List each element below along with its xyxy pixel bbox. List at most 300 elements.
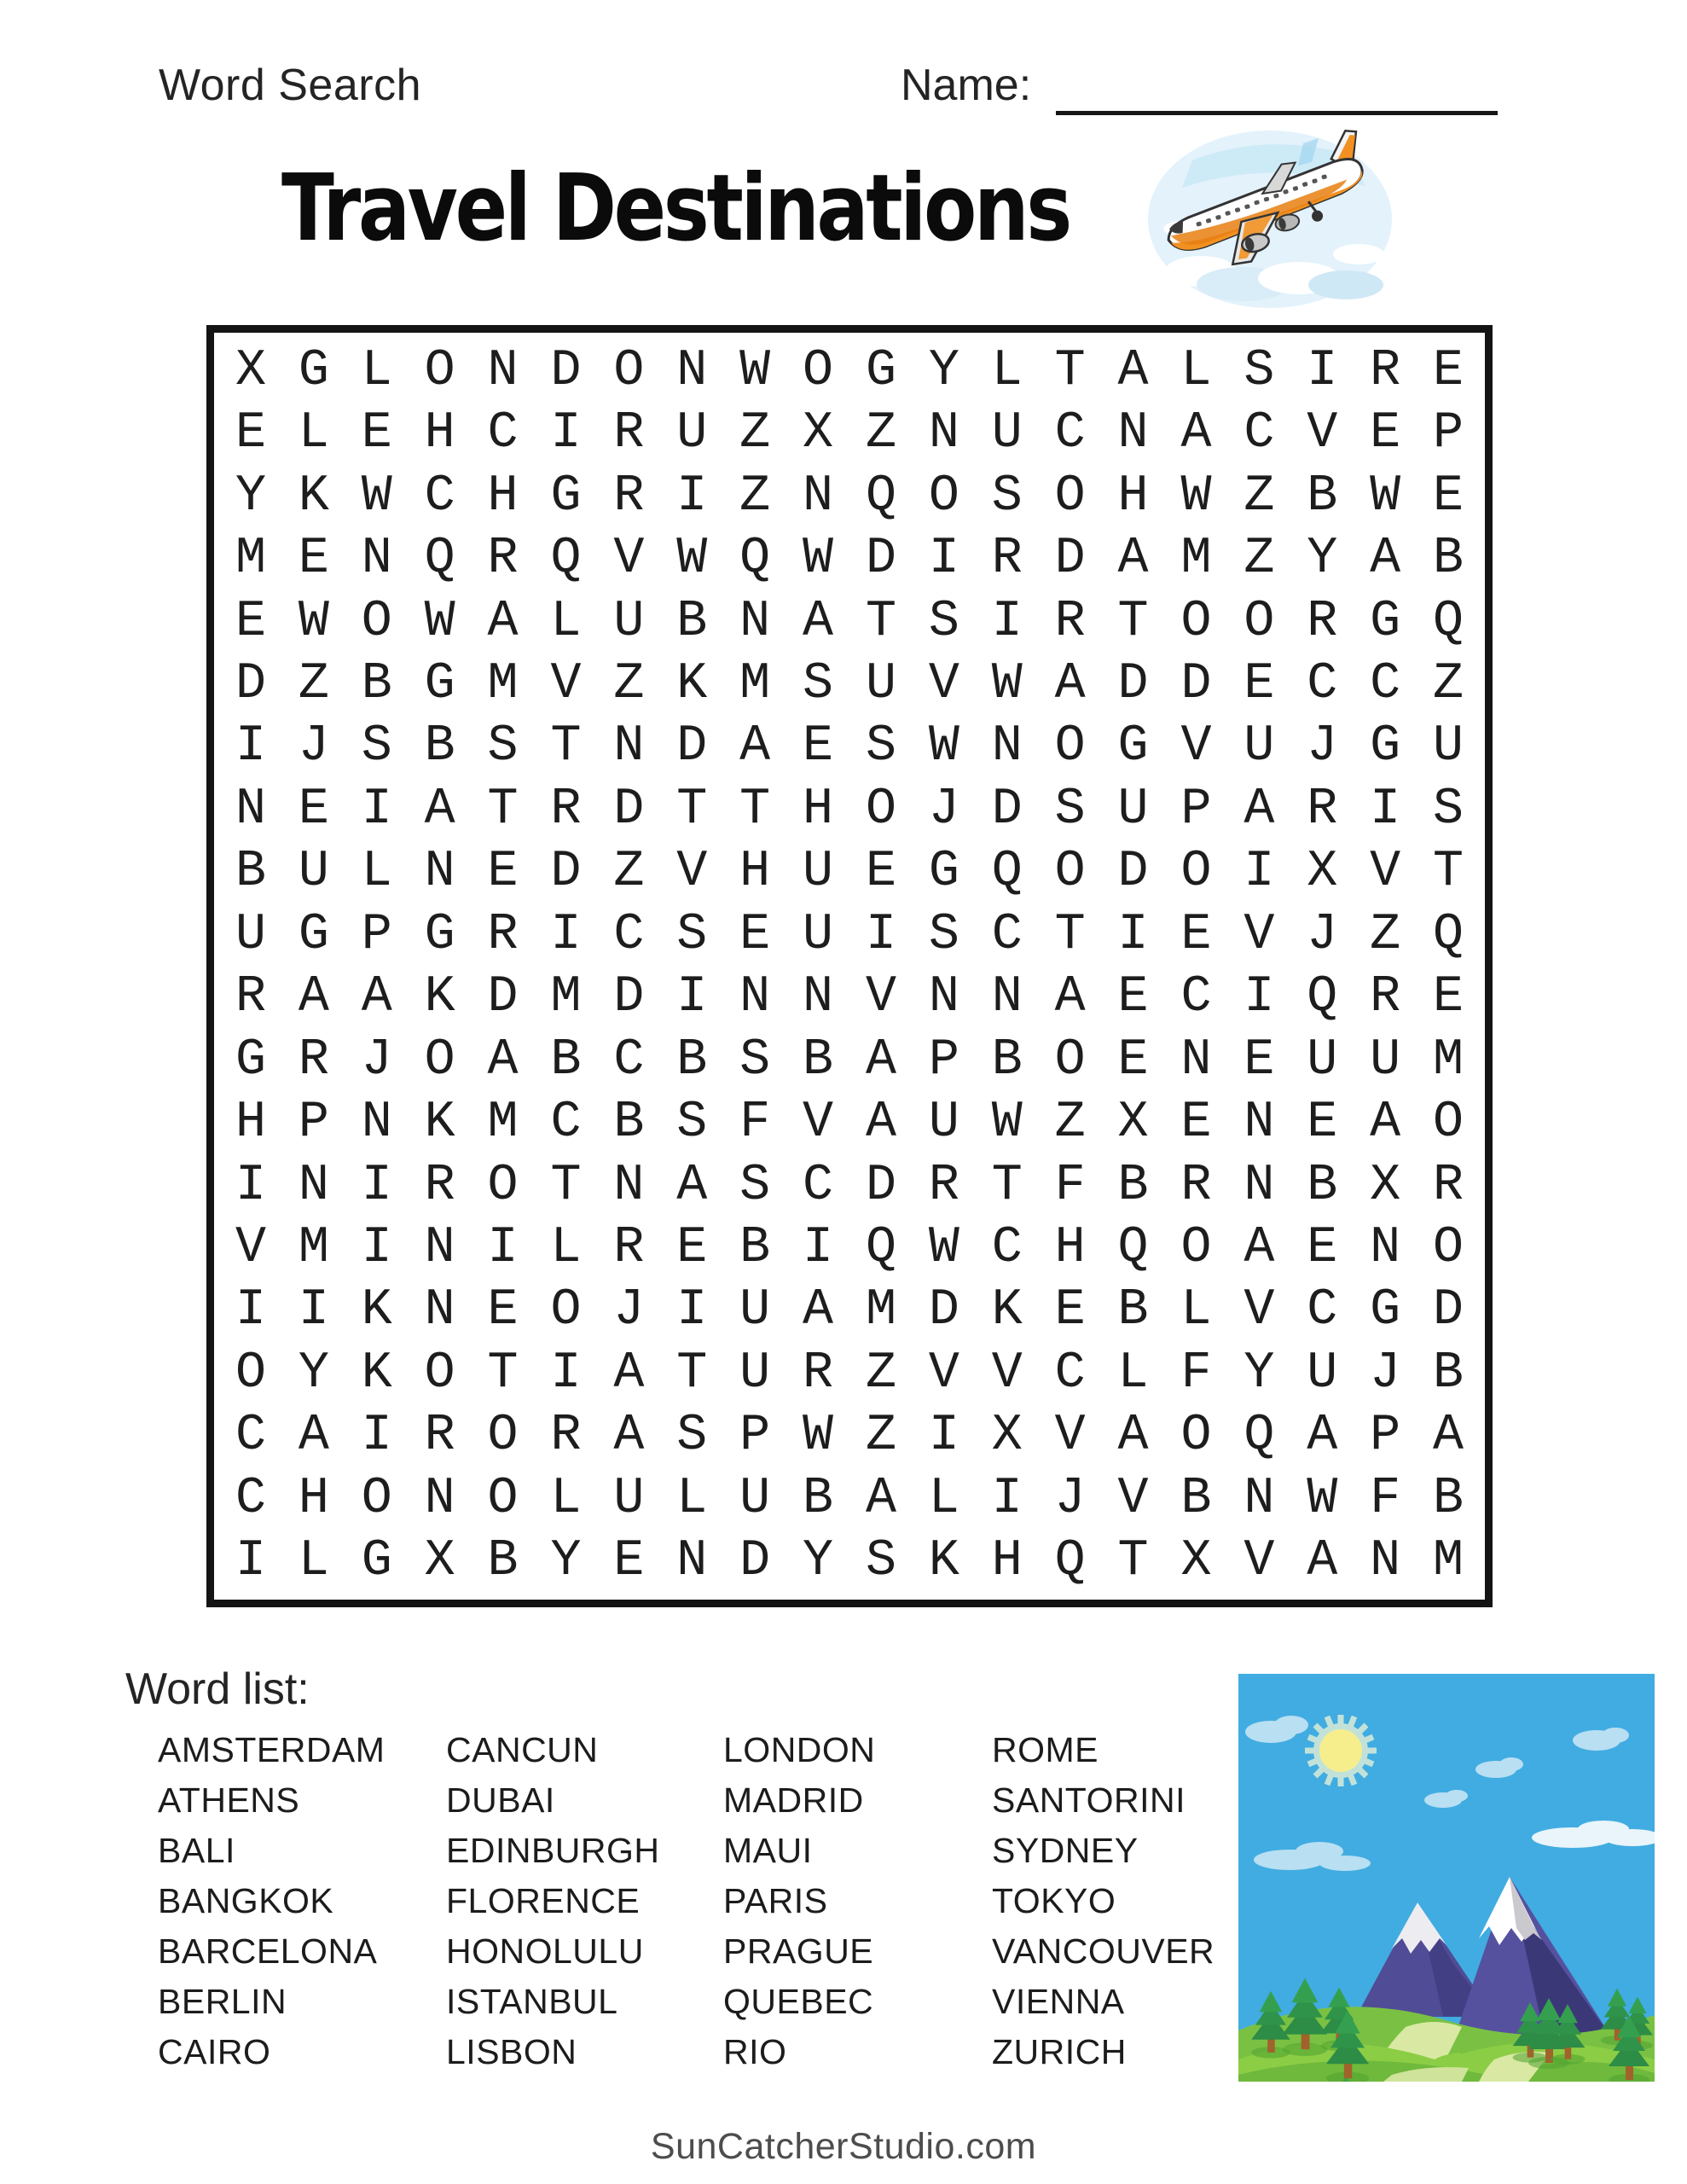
grid-cell-r5c6: L <box>550 592 582 651</box>
grid-cell-r17c9: U <box>739 1344 771 1403</box>
grid-cell-r15c8: E <box>676 1219 708 1278</box>
grid-cell-r2c18: V <box>1307 404 1338 463</box>
grid-cell-r12c5: A <box>487 1031 519 1089</box>
grid-cell-r9c10: U <box>803 843 834 902</box>
grid-cell-r5c13: I <box>991 592 1023 651</box>
grid-cell-r17c6: I <box>550 1344 582 1403</box>
grid-cell-r2c5: C <box>487 404 519 463</box>
word-list-item: BERLIN <box>158 1982 287 2021</box>
grid-cell-r9c20: T <box>1433 843 1464 902</box>
grid-cell-r10c8: S <box>676 905 708 964</box>
grid-cell-r4c12: I <box>928 530 959 589</box>
grid-cell-r15c4: N <box>424 1219 455 1278</box>
grid-cell-r12c14: O <box>1054 1031 1086 1089</box>
grid-cell-r16c12: D <box>928 1281 959 1340</box>
word-list-item: DUBAI <box>446 1780 555 1820</box>
grid-cell-r18c1: C <box>235 1407 266 1466</box>
grid-cell-r19c18: W <box>1307 1469 1338 1528</box>
grid-cell-r5c7: U <box>613 592 645 651</box>
grid-cell-r10c12: S <box>928 905 959 964</box>
grid-cell-r20c9: D <box>739 1532 771 1591</box>
grid-cell-r2c12: N <box>928 404 959 463</box>
grid-cell-r14c8: A <box>676 1156 708 1215</box>
grid-cell-r12c8: B <box>676 1031 708 1089</box>
grid-cell-r17c20: B <box>1433 1344 1464 1403</box>
word-list-item: ROME <box>992 1730 1099 1769</box>
grid-cell-r15c15: Q <box>1117 1219 1149 1278</box>
grid-cell-r1c8: N <box>676 341 708 400</box>
grid-cell-r13c5: M <box>487 1094 519 1153</box>
grid-cell-r20c15: T <box>1117 1532 1149 1591</box>
grid-cell-r11c3: A <box>361 968 392 1027</box>
grid-cell-r5c20: Q <box>1433 592 1464 651</box>
grid-cell-r12c3: J <box>361 1031 392 1089</box>
grid-cell-r8c8: T <box>676 780 708 839</box>
grid-cell-r15c12: W <box>928 1219 959 1278</box>
grid-cell-r12c11: A <box>865 1031 896 1089</box>
grid-cell-r18c7: A <box>613 1407 645 1466</box>
grid-cell-r4c19: A <box>1370 530 1401 589</box>
grid-cell-r2c13: U <box>991 404 1023 463</box>
grid-cell-r15c1: V <box>235 1219 266 1278</box>
grid-cell-r13c14: Z <box>1054 1094 1086 1153</box>
grid-cell-r18c20: A <box>1433 1407 1464 1466</box>
grid-cell-r10c2: G <box>298 905 329 964</box>
grid-cell-r15c7: R <box>613 1219 645 1278</box>
grid-cell-r5c3: O <box>361 592 392 651</box>
grid-cell-r16c4: N <box>424 1281 455 1340</box>
grid-cell-r18c9: P <box>739 1407 771 1466</box>
grid-cell-r19c12: L <box>928 1469 959 1528</box>
grid-cell-r7c8: D <box>676 717 708 776</box>
grid-cell-r15c16: O <box>1180 1219 1212 1278</box>
grid-cell-r1c18: I <box>1307 341 1338 400</box>
grid-cell-r20c16: X <box>1180 1532 1212 1591</box>
grid-cell-r16c19: G <box>1370 1281 1401 1340</box>
grid-cell-r13c10: V <box>803 1094 834 1153</box>
grid-cell-r15c2: M <box>298 1219 329 1278</box>
grid-cell-r7c6: T <box>550 717 582 776</box>
grid-cell-r1c16: L <box>1180 341 1212 400</box>
grid-cell-r13c7: B <box>613 1094 645 1153</box>
grid-cell-r12c10: B <box>803 1031 834 1089</box>
grid-cell-r2c8: U <box>676 404 708 463</box>
grid-cell-r7c2: J <box>298 717 329 776</box>
grid-cell-r13c15: X <box>1117 1094 1149 1153</box>
grid-cell-r19c8: L <box>676 1469 708 1528</box>
airplane-illustration <box>1141 126 1399 312</box>
grid-cell-r8c14: S <box>1054 780 1086 839</box>
grid-cell-r8c7: D <box>613 780 645 839</box>
grid-cell-r5c4: W <box>424 592 455 651</box>
grid-cell-r8c19: I <box>1370 780 1401 839</box>
grid-cell-r14c3: I <box>361 1156 392 1215</box>
grid-cell-r18c12: I <box>928 1407 959 1466</box>
grid-cell-r16c18: C <box>1307 1281 1338 1340</box>
grid-cell-r11c1: R <box>235 968 266 1027</box>
grid-cell-r10c20: Q <box>1433 905 1464 964</box>
grid-cell-r7c9: A <box>739 717 771 776</box>
word-list-item: ATHENS <box>158 1780 300 1820</box>
word-list-item: FLORENCE <box>446 1881 641 1920</box>
grid-cell-r19c1: C <box>235 1469 266 1528</box>
landscape-svg <box>1238 1674 1655 2082</box>
grid-cell-r3c6: G <box>550 467 582 526</box>
grid-cell-r14c12: R <box>928 1156 959 1215</box>
grid-cell-r10c10: U <box>803 905 834 964</box>
word-list-item: MAUI <box>723 1831 813 1870</box>
grid-cell-r17c15: L <box>1117 1344 1149 1403</box>
grid-cell-r7c13: N <box>991 717 1023 776</box>
grid-cell-r20c1: I <box>235 1532 266 1591</box>
grid-cell-r3c19: W <box>1370 467 1401 526</box>
grid-cell-r9c17: I <box>1244 843 1275 902</box>
grid-cell-r9c2: U <box>298 843 329 902</box>
grid-cell-r18c10: W <box>803 1407 834 1466</box>
grid-cell-r5c15: T <box>1117 592 1149 651</box>
grid-cell-r3c12: O <box>928 467 959 526</box>
grid-cell-r16c17: V <box>1244 1281 1275 1340</box>
grid-cell-r6c3: B <box>361 654 392 713</box>
grid-cell-r8c13: D <box>991 780 1023 839</box>
grid-cell-r11c12: N <box>928 968 959 1027</box>
grid-cell-r16c11: M <box>865 1281 896 1340</box>
word-list-item: CAIRO <box>158 2032 271 2071</box>
grid-cell-r7c18: J <box>1307 717 1338 776</box>
grid-cell-r15c19: N <box>1370 1219 1401 1278</box>
grid-cell-r4c2: E <box>298 530 329 589</box>
grid-cell-r8c3: I <box>361 780 392 839</box>
grid-cell-r20c10: Y <box>803 1532 834 1591</box>
grid-cell-r13c13: W <box>991 1094 1023 1153</box>
word-list-item: BALI <box>158 1831 235 1870</box>
grid-cell-r15c13: C <box>991 1219 1023 1278</box>
grid-cell-r12c13: B <box>991 1031 1023 1089</box>
grid-cell-r2c16: A <box>1180 404 1212 463</box>
name-blank-line <box>1056 111 1498 115</box>
grid-cell-r19c20: B <box>1433 1469 1464 1528</box>
grid-cell-r6c5: M <box>487 654 519 713</box>
grid-cell-r10c13: C <box>991 905 1023 964</box>
grid-cell-r11c15: E <box>1117 968 1149 1027</box>
grid-cell-r19c3: O <box>361 1469 392 1528</box>
grid-cell-r8c18: R <box>1307 780 1338 839</box>
word-list-item: RIO <box>723 2032 787 2071</box>
grid-cell-r14c14: F <box>1054 1156 1086 1215</box>
grid-cell-r17c18: U <box>1307 1344 1338 1403</box>
grid-cell-r9c11: E <box>865 843 896 902</box>
grid-cell-r13c2: P <box>298 1094 329 1153</box>
grid-cell-r11c13: N <box>991 968 1023 1027</box>
grid-cell-r11c6: M <box>550 968 582 1027</box>
grid-cell-r15c9: B <box>739 1219 771 1278</box>
grid-cell-r7c3: S <box>361 717 392 776</box>
grid-cell-r17c19: J <box>1370 1344 1401 1403</box>
grid-cell-r8c20: S <box>1433 780 1464 839</box>
grid-cell-r4c15: A <box>1117 530 1149 589</box>
grid-cell-r19c2: H <box>298 1469 329 1528</box>
word-list-item: QUEBEC <box>723 1982 874 2021</box>
grid-cell-r11c5: D <box>487 968 519 1027</box>
puzzle-title: Travel Destinations <box>281 155 1070 262</box>
grid-cell-r7c5: S <box>487 717 519 776</box>
grid-cell-r18c17: Q <box>1244 1407 1275 1466</box>
grid-cell-r13c8: S <box>676 1094 708 1153</box>
grid-cell-r19c15: V <box>1117 1469 1149 1528</box>
grid-cell-r14c18: B <box>1307 1156 1338 1215</box>
grid-cell-r10c14: T <box>1054 905 1086 964</box>
grid-cell-r16c2: I <box>298 1281 329 1340</box>
grid-cell-r18c6: R <box>550 1407 582 1466</box>
grid-cell-r20c4: X <box>424 1532 455 1591</box>
grid-cell-r14c15: B <box>1117 1156 1149 1215</box>
grid-cell-r20c11: S <box>865 1532 896 1591</box>
grid-cell-r1c6: D <box>550 341 582 400</box>
grid-cell-r10c3: P <box>361 905 392 964</box>
grid-cell-r8c4: A <box>424 780 455 839</box>
grid-cell-r20c20: M <box>1433 1532 1464 1591</box>
grid-cell-r16c8: I <box>676 1281 708 1340</box>
word-list-item: CANCUN <box>446 1730 599 1769</box>
grid-cell-r14c2: N <box>298 1156 329 1215</box>
grid-cell-r5c1: E <box>235 592 266 651</box>
grid-cell-r14c20: R <box>1433 1156 1464 1215</box>
grid-cell-r6c18: C <box>1307 654 1338 713</box>
grid-cell-r9c9: H <box>739 843 771 902</box>
word-list-item: MADRID <box>723 1780 864 1820</box>
grid-cell-r7c4: B <box>424 717 455 776</box>
page-title: Word Search <box>159 61 422 110</box>
word-list-item: PARIS <box>723 1881 828 1920</box>
grid-cell-r14c7: N <box>613 1156 645 1215</box>
grid-cell-r19c6: L <box>550 1469 582 1528</box>
word-list-column <box>158 1725 446 2077</box>
footer-credit: SunCatcherStudio.com <box>650 2126 1037 2167</box>
grid-cell-r7c20: U <box>1433 717 1464 776</box>
grid-cell-r7c11: S <box>865 717 896 776</box>
grid-cell-r19c5: O <box>487 1469 519 1528</box>
grid-cell-r15c5: I <box>487 1219 519 1278</box>
grid-cell-r6c9: M <box>739 654 771 713</box>
grid-cell-r18c3: I <box>361 1407 392 1466</box>
grid-cell-r4c10: W <box>803 530 834 589</box>
grid-cell-r18c11: Z <box>865 1407 896 1466</box>
grid-cell-r6c10: S <box>803 654 834 713</box>
grid-cell-r7c7: N <box>613 717 645 776</box>
grid-cell-r9c16: O <box>1180 843 1212 902</box>
grid-cell-r13c1: H <box>235 1094 266 1153</box>
grid-cell-r11c14: A <box>1054 968 1086 1027</box>
grid-cell-r11c16: C <box>1180 968 1212 1027</box>
grid-cell-r6c11: U <box>865 654 896 713</box>
grid-cell-r10c4: G <box>424 905 455 964</box>
grid-cell-r9c1: B <box>235 843 266 902</box>
grid-cell-r3c15: H <box>1117 467 1149 526</box>
grid-cell-r3c20: E <box>1433 467 1464 526</box>
grid-cell-r14c13: T <box>991 1156 1023 1215</box>
grid-cell-r1c12: Y <box>928 341 959 400</box>
grid-cell-r6c13: W <box>991 654 1023 713</box>
grid-cell-r14c10: C <box>803 1156 834 1215</box>
grid-cell-r4c5: R <box>487 530 519 589</box>
grid-cell-r19c13: I <box>991 1469 1023 1528</box>
grid-cell-r7c16: V <box>1180 717 1212 776</box>
grid-cell-r2c7: R <box>613 404 645 463</box>
grid-cell-r9c7: Z <box>613 843 645 902</box>
grid-cell-r8c16: P <box>1180 780 1212 839</box>
grid-cell-r3c8: I <box>676 467 708 526</box>
grid-cell-r6c2: Z <box>298 654 329 713</box>
grid-cell-r11c18: Q <box>1307 968 1338 1027</box>
word-list-item: AMSTERDAM <box>158 1730 386 1769</box>
grid-cell-r11c19: R <box>1370 968 1401 1027</box>
grid-cell-r10c1: U <box>235 905 266 964</box>
grid-cell-r11c8: I <box>676 968 708 1027</box>
grid-cell-r1c13: L <box>991 341 1023 400</box>
grid-cell-r20c17: V <box>1244 1532 1275 1591</box>
grid-cell-r16c6: O <box>550 1281 582 1340</box>
grid-cell-r7c17: U <box>1244 717 1275 776</box>
grid-cell-r5c10: A <box>803 592 834 651</box>
grid-cell-r18c15: A <box>1117 1407 1149 1466</box>
grid-cell-r13c20: O <box>1433 1094 1464 1153</box>
word-list-item: BARCELONA <box>158 1931 378 1971</box>
grid-cell-r15c17: A <box>1244 1219 1275 1278</box>
grid-cell-r4c7: V <box>613 530 645 589</box>
grid-cell-r6c19: C <box>1370 654 1401 713</box>
grid-cell-r1c19: R <box>1370 341 1401 400</box>
grid-cell-r12c16: N <box>1180 1031 1212 1089</box>
grid-cell-r17c4: O <box>424 1344 455 1403</box>
grid-cell-r7c19: G <box>1370 717 1401 776</box>
grid-cell-r17c8: T <box>676 1344 708 1403</box>
grid-cell-r3c5: H <box>487 467 519 526</box>
grid-cell-r14c6: T <box>550 1156 582 1215</box>
grid-cell-r8c10: H <box>803 780 834 839</box>
word-list-item: SYDNEY <box>992 1831 1139 1870</box>
grid-cell-r13c6: C <box>550 1094 582 1153</box>
grid-cell-r1c1: X <box>235 341 266 400</box>
grid-cell-r14c9: S <box>739 1156 771 1215</box>
grid-cell-r2c19: E <box>1370 404 1401 463</box>
grid-cell-r12c18: U <box>1307 1031 1338 1089</box>
grid-cell-r13c16: E <box>1180 1094 1212 1153</box>
grid-cell-r8c12: J <box>928 780 959 839</box>
grid-cell-r18c18: A <box>1307 1407 1338 1466</box>
grid-cell-r13c12: U <box>928 1094 959 1153</box>
grid-cell-r6c8: K <box>676 654 708 713</box>
grid-cell-r8c15: U <box>1117 780 1149 839</box>
grid-cell-r9c14: O <box>1054 843 1086 902</box>
grid-cell-r10c7: C <box>613 905 645 964</box>
grid-cell-r5c14: R <box>1054 592 1086 651</box>
grid-cell-r9c19: V <box>1370 843 1401 902</box>
grid-cell-r8c17: A <box>1244 780 1275 839</box>
grid-cell-r16c10: A <box>803 1281 834 1340</box>
word-list-item: VANCOUVER <box>992 1931 1215 1971</box>
grid-cell-r6c15: D <box>1117 654 1149 713</box>
grid-cell-r6c4: G <box>424 654 455 713</box>
grid-cell-r8c1: N <box>235 780 266 839</box>
grid-cell-r5c8: B <box>676 592 708 651</box>
grid-cell-r17c2: Y <box>298 1344 329 1403</box>
grid-cell-r16c16: L <box>1180 1281 1212 1340</box>
grid-cell-r4c18: Y <box>1307 530 1338 589</box>
grid-cell-r20c18: A <box>1307 1532 1338 1591</box>
word-list-item: SANTORINI <box>992 1780 1186 1820</box>
grid-cell-r1c2: G <box>298 341 329 400</box>
grid-cell-r2c3: E <box>361 404 392 463</box>
grid-cell-r9c3: L <box>361 843 392 902</box>
grid-cell-r20c7: E <box>613 1532 645 1591</box>
grid-cell-r1c17: S <box>1244 341 1275 400</box>
word-list-item: EDINBURGH <box>446 1831 660 1870</box>
grid-cell-r19c14: J <box>1054 1469 1086 1528</box>
grid-cell-r2c20: P <box>1433 404 1464 463</box>
grid-cell-r10c11: I <box>865 905 896 964</box>
grid-cell-r4c14: D <box>1054 530 1086 589</box>
letter-grid <box>206 325 1493 1607</box>
grid-cell-r4c11: D <box>865 530 896 589</box>
grid-cell-r4c9: Q <box>739 530 771 589</box>
grid-cell-r14c16: R <box>1180 1156 1212 1215</box>
grid-cell-r11c4: K <box>424 968 455 1027</box>
grid-cell-r3c16: W <box>1180 467 1212 526</box>
grid-cell-r14c11: D <box>865 1156 896 1215</box>
grid-cell-r20c13: H <box>991 1532 1023 1591</box>
word-list-columns <box>158 1725 1273 2077</box>
grid-cell-r12c7: C <box>613 1031 645 1089</box>
grid-cell-r11c7: D <box>613 968 645 1027</box>
grid-cell-r9c8: V <box>676 843 708 902</box>
grid-cell-r16c1: I <box>235 1281 266 1340</box>
grid-cell-r3c11: Q <box>865 467 896 526</box>
word-list-item: ISTANBUL <box>446 1982 618 2021</box>
grid-cell-r7c10: E <box>803 717 834 776</box>
grid-cell-r10c6: I <box>550 905 582 964</box>
grid-cell-r8c9: T <box>739 780 771 839</box>
sun-icon <box>1305 1715 1377 1786</box>
grid-cell-r18c8: S <box>676 1407 708 1466</box>
grid-cell-r2c1: E <box>235 404 266 463</box>
grid-cell-r12c6: B <box>550 1031 582 1089</box>
grid-cell-r18c4: R <box>424 1407 455 1466</box>
grid-cell-r12c9: S <box>739 1031 771 1089</box>
grid-cell-r11c20: E <box>1433 968 1464 1027</box>
grid-cell-r19c10: B <box>803 1469 834 1528</box>
grid-cell-r18c2: A <box>298 1407 329 1466</box>
grid-cell-r17c16: F <box>1180 1344 1212 1403</box>
grid-cell-r5c2: W <box>298 592 329 651</box>
grid-cell-r4c6: Q <box>550 530 582 589</box>
grid-cell-r4c8: W <box>676 530 708 589</box>
word-list-item: HONOLULU <box>446 1931 644 1971</box>
grid-cell-r14c4: R <box>424 1156 455 1215</box>
grid-cell-r9c18: X <box>1307 843 1338 902</box>
grid-cell-r6c1: D <box>235 654 266 713</box>
grid-cell-r17c7: A <box>613 1344 645 1403</box>
grid-cell-r20c5: B <box>487 1532 519 1591</box>
grid-cell-r4c16: M <box>1180 530 1212 589</box>
grid-cell-r15c18: E <box>1307 1219 1338 1278</box>
word-list-item: LONDON <box>723 1730 876 1769</box>
grid-cell-r20c14: Q <box>1054 1532 1086 1591</box>
grid-cell-r12c19: U <box>1370 1031 1401 1089</box>
grid-cell-r9c5: E <box>487 843 519 902</box>
grid-cell-r19c7: U <box>613 1469 645 1528</box>
grid-cell-r3c14: O <box>1054 467 1086 526</box>
grid-cell-r12c20: M <box>1433 1031 1464 1089</box>
